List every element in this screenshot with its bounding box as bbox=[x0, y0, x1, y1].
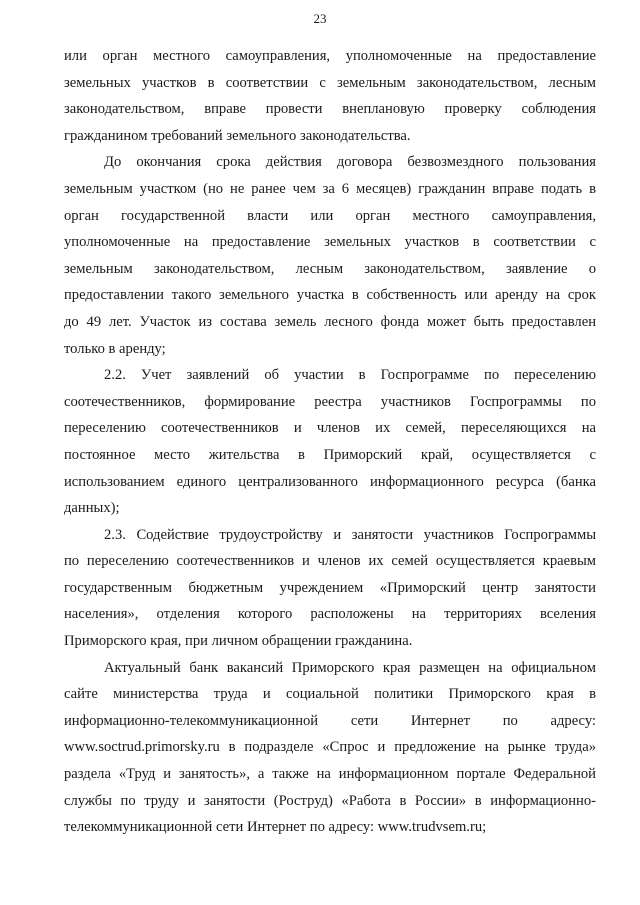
text-line: До окончания срока действия договора безвозмездного пользования bbox=[104, 154, 596, 171]
text-line: только в аренду; bbox=[64, 340, 166, 357]
text-line: законодательством, вправе провести внеплановую проверку соблюдения bbox=[64, 101, 596, 118]
text-line: соотечественников, формирование реестра участников Госпрограммы по bbox=[64, 393, 596, 410]
text-line: раздела «Труд и занятость», а также на информационном портале Федеральной bbox=[64, 766, 596, 783]
text-line: 2.2. Учет заявлений об участии в Госпрограмме по переселению bbox=[104, 367, 596, 384]
text-line: государственным бюджетным учреждением «Приморский центр занятости bbox=[64, 579, 596, 596]
text-line: уполномоченные на предоставление земельных участков в соответствии с bbox=[64, 234, 596, 251]
text-line: постоянное место жительства в Приморский край, осуществляется с bbox=[64, 446, 596, 463]
text-line: 2.3. Содействие трудоустройству и занятости участников Госпрограммы bbox=[104, 526, 596, 543]
text-line: предоставлении такого земельного участка в собственность или аренду на срок bbox=[64, 287, 596, 304]
text-line: использованием единого централизованного информационного ресурса (банка bbox=[64, 473, 596, 490]
body-text bbox=[64, 43, 596, 841]
text-line: гражданином требований земельного законодательства. bbox=[64, 127, 411, 144]
paragraph bbox=[64, 522, 596, 655]
paragraph bbox=[64, 43, 596, 149]
text-line: по переселению соотечественников и членов их семей осуществляется краевым bbox=[64, 553, 596, 570]
text-line: переселению соотечественников и членов их семей, переселяющихся на bbox=[64, 420, 596, 437]
text-line: телекоммуникационной сети Интернет по адресу: www.trudvsem.ru; bbox=[64, 819, 487, 836]
paragraph bbox=[64, 362, 596, 522]
paragraph bbox=[64, 655, 596, 841]
text-line: до 49 лет. Участок из состава земель лесного фонда может быть предоставлен bbox=[64, 313, 596, 330]
text-line: земельных участков в соответствии с земельным законодательством, лесным bbox=[64, 74, 596, 91]
text-line: сайте министерства труда и социальной политики Приморского края в bbox=[64, 686, 596, 703]
text-line: информационно-телекоммуникационной сети Интернет по адресу: bbox=[64, 712, 596, 729]
text-line: www.soctrud.primorsky.ru в подразделе «Спрос и предложение на рынке труда» bbox=[64, 739, 596, 756]
text-line: Актуальный банк вакансий Приморского края размещен на официальном bbox=[104, 659, 596, 676]
paragraph bbox=[64, 149, 596, 362]
text-line: населения», отделения которого расположены на территориях вселения bbox=[64, 606, 596, 623]
text-line: Приморского края, при личном обращении гражданина. bbox=[64, 633, 413, 650]
text-line: или орган местного самоуправления, уполномоченные на предоставление bbox=[64, 48, 596, 64]
page-number: 23 bbox=[313, 11, 327, 26]
text-line: орган государственной власти или орган местного самоуправления, bbox=[64, 207, 596, 224]
text-line: земельным законодательством, лесным законодательством, заявление о bbox=[64, 260, 596, 277]
text-line: земельным участком (но не ранее чем за 6 месяцев) гражданин вправе подать в bbox=[64, 180, 596, 197]
text-line: данных); bbox=[64, 500, 120, 517]
text-line: службы по труду и занятости (Роструд) «Работа в России» в информационно- bbox=[64, 792, 596, 809]
